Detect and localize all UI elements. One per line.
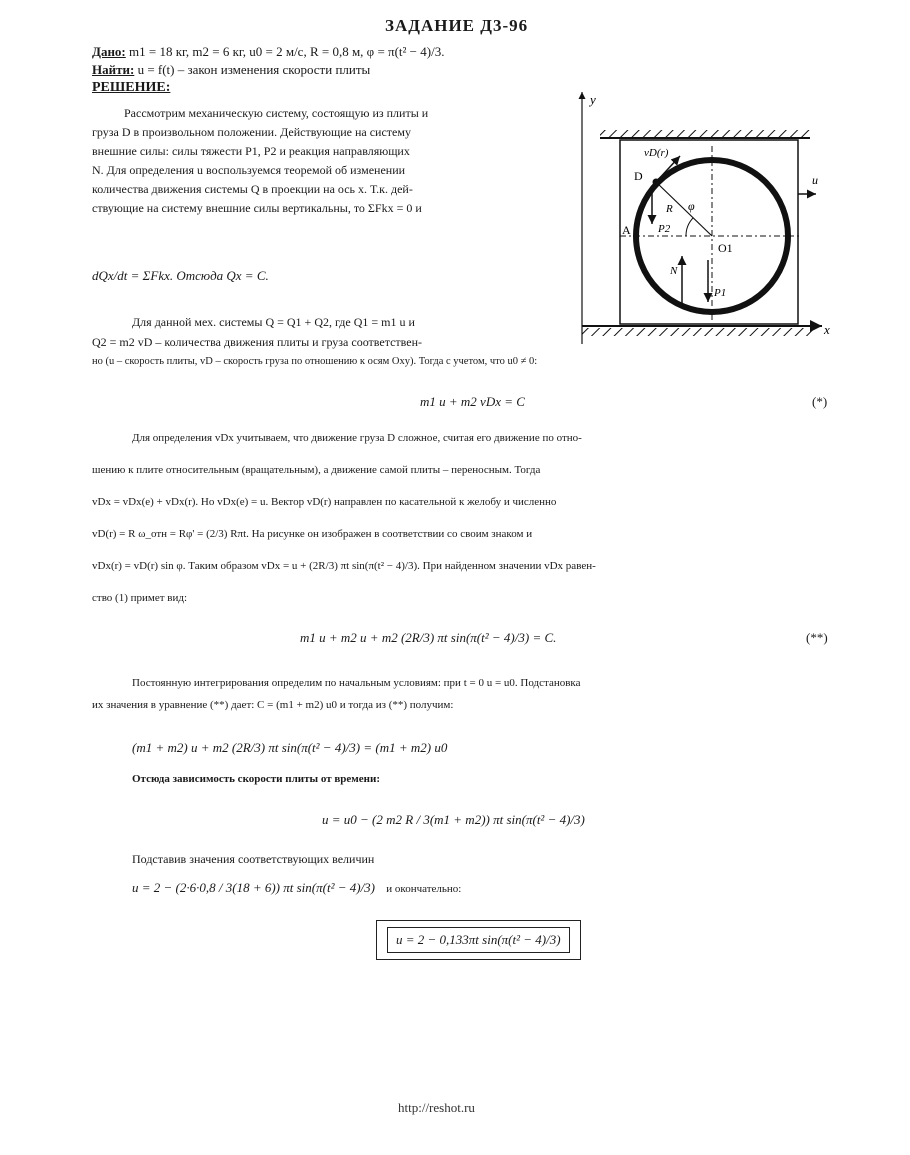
paragraph-3-line: Для определения vDx учитываем, что движение груза D сложное, считая его движение по отно- — [132, 432, 582, 444]
paragraph-1-line: ствующие на систему внешние силы вертикальны, то ΣFkx = 0 и — [92, 201, 422, 215]
footer-url: http://reshot.ru — [398, 1100, 475, 1115]
paragraph-6: Подставив значения соответствующих величин — [132, 852, 375, 866]
find-line — [92, 62, 370, 77]
equation-4: u = u0 − (2 m2 R / 3(m1 + m2)) πt sin(π(t² − 4)/3) — [322, 812, 585, 827]
given-label: Дано: — [92, 44, 126, 59]
paragraph-2-line: Для данной мех. системы Q = Q1 + Q2, где Q1 = m1 u и — [132, 315, 415, 329]
paragraph-3-line: vD(r) = R ω_отн = Rφ' = (2/3) Rπt. На рисунке он изображен в соответствии со своим знаком и — [92, 528, 533, 540]
paragraph-3 — [92, 422, 596, 614]
label-o1: O1 — [718, 241, 733, 255]
paragraph-3-line: vDx(r) = vD(r) sin φ. Таким образом vDx = u + (2R/3) πt sin(π(t² − 4)/3). При найденном значении vDx равен- — [92, 560, 596, 572]
paragraph-1-equation: dQx/dt = ΣFkx. Отсюда Qx = C. — [92, 268, 269, 283]
label-p1: P1 — [714, 287, 727, 299]
equation-5 — [132, 880, 461, 896]
paragraph-1-line: груза D в произвольном положении. Действующие на систему — [92, 125, 411, 139]
paragraph-1-line: Рассмотрим механическую систему, состоящую из плиты и — [124, 106, 429, 120]
label-phi: φ — [688, 199, 695, 213]
answer-box — [376, 920, 581, 960]
paragraph-2 — [92, 312, 537, 372]
find-text: u = f(t) – закон изменения скорости плиты — [137, 62, 371, 77]
equation-2: m1 u + m2 u + m2 (2R/3) πt sin(π(t² − 4)/3) = C. — [300, 630, 557, 645]
phi-arc — [686, 218, 693, 236]
find-label: Найти: — [92, 62, 135, 77]
given-text: m1 = 18 кг, m2 = 6 кг, u0 = 2 м/с, R = 0,8 м, φ = π(t² − 4)/3. — [129, 44, 445, 59]
mechanism-figure — [560, 84, 860, 354]
label-a: A — [622, 223, 631, 237]
paragraph-3-line: шению к плите относительным (вращательным), а движение самой плиты – переносным. Тогда — [92, 464, 541, 476]
page-title: ЗАДАНИЕ Д3-96 — [385, 16, 529, 35]
paragraph-4-line: их значения в уравнение (**) дает: C = (m1 + m2) u0 и тогда из (**) получим: — [92, 699, 454, 711]
equation-1-tag: (*) — [812, 394, 828, 409]
label-u: u — [812, 173, 818, 187]
paragraph-3-line: vDx = vDx(e) + vDx(r). Но vDx(e) = u. Вектор vD(r) направлен по касательной к желобу и численно — [92, 496, 557, 508]
paragraph-1-line: N. Для определения u воспользуемся теоремой об изменении — [92, 163, 406, 177]
x-axis-label: x — [824, 322, 830, 337]
paragraph-1-line: количества движения системы Q в проекции на ось x. Т.к. дей- — [92, 182, 413, 196]
equation-1: m1 u + m2 vDx = C — [420, 394, 525, 409]
equation-5-body: u = 2 − (2·6·0,8 / 3(18 + 6)) πt sin(π(t² − 4)/3) — [132, 880, 376, 895]
paragraph-2-line: Q2 = m2 vD – количества движения плиты и груза соответствен- — [92, 335, 423, 349]
answer-formula: u = 2 − 0,133πt sin(π(t² − 4)/3) — [387, 927, 570, 953]
top-guide-hatch — [600, 130, 810, 138]
label-n: N — [670, 265, 678, 277]
label-d: D — [634, 169, 643, 183]
label-p2: P2 — [658, 223, 671, 235]
label-vr: vD(r) — [644, 147, 669, 159]
bottom-guide-hatch — [582, 328, 816, 336]
paragraph-2-line: но (u – скорость плиты, vD – скорость груза по отношению к осям Oxy). Тогда с учетом, что u0 ≠ 0: — [92, 356, 538, 367]
paragraph-1 — [92, 104, 428, 218]
equation-2-tag: (**) — [806, 630, 828, 645]
y-axis-label: y — [590, 92, 596, 107]
paragraph-4-line: Постоянную интегрирования определим по начальным условиям: при t = 0 u = u0. Подстановка — [132, 677, 581, 689]
paragraph-4 — [92, 672, 580, 716]
paragraph-5: Отсюда зависимость скорости плиты от времени: — [132, 773, 381, 785]
answer-box-outer — [376, 920, 581, 960]
paragraph-1-line: внешние силы: силы тяжести P1, P2 и реакция направляющих — [92, 144, 410, 158]
plate — [620, 140, 798, 324]
equation-5-tail: и окончательно: — [386, 883, 462, 895]
solution-label: РЕШЕНИЕ: — [92, 80, 171, 95]
label-r: R — [666, 203, 673, 215]
paragraph-3-line: ство (1) примет вид: — [92, 592, 188, 604]
given-line — [92, 44, 444, 59]
equation-3: (m1 + m2) u + m2 (2R/3) πt sin(π(t² − 4)/3) = (m1 + m2) u0 — [132, 740, 448, 755]
